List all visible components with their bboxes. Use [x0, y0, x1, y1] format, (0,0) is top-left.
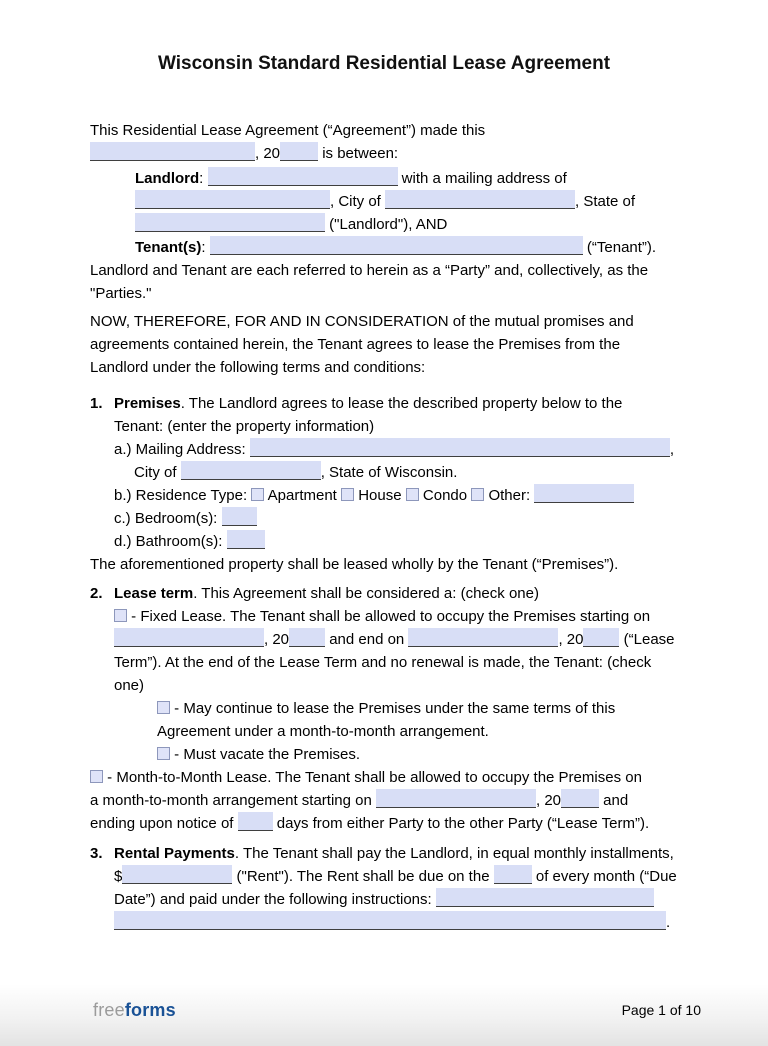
checkbox[interactable] [471, 488, 484, 501]
list-number: 2. [90, 585, 103, 602]
intro-made-this: This Residential Lease Agreement (“Agreement”) made this , 20 is between: [90, 122, 486, 162]
checkbox[interactable] [341, 488, 354, 501]
fill-in-blank-field[interactable] [238, 812, 273, 831]
fill-in-blank-field[interactable] [227, 530, 265, 549]
bold-text: Premises [114, 395, 181, 412]
page-number-label: Page 1 of 10 [621, 1002, 701, 1018]
fill-in-blank-field[interactable] [289, 628, 325, 647]
page-footer [0, 984, 768, 1046]
checkbox[interactable] [90, 770, 103, 783]
checkbox[interactable] [114, 609, 127, 622]
bold-text: Lease term [114, 585, 194, 602]
tenant-clause: Tenant(s): (“Tenant”). [135, 236, 678, 259]
consideration-clause: NOW, THEREFORE, FOR AND IN CONSIDERATION of the mutual promises and agreements contained herein, the Tenant agrees to lease the Premises from the Landlord under the following terms and conditions: [90, 313, 634, 376]
document-page [0, 52, 768, 934]
page-title: Wisconsin Standard Residential Lease Agreement [157, 53, 611, 74]
parties-clause: Landlord and Tenant are each referred to herein as a “Party” and, collectively, as the "Parties." [90, 262, 649, 302]
brand-forms-text: forms [124, 1000, 176, 1020]
premises-mailing-address: a.) Mailing Address: , City of , State of Wisconsin. [114, 438, 678, 484]
premises-wholly-leased: The aforementioned property shall be leased wholly by the Tenant (“Premises”). [90, 556, 619, 573]
fill-in-blank-field[interactable] [436, 888, 654, 907]
fill-in-blank-field[interactable] [210, 236, 583, 255]
checkbox[interactable] [251, 488, 264, 501]
fill-in-blank-field[interactable] [222, 507, 257, 526]
bold-text: Tenant(s) [135, 239, 202, 256]
fill-in-blank-field[interactable] [494, 865, 532, 884]
must-vacate-option: - Must vacate the Premises. [157, 743, 678, 766]
fill-in-blank-field[interactable] [280, 142, 318, 161]
fill-in-blank-field[interactable] [250, 438, 670, 457]
fill-in-blank-field[interactable] [114, 911, 666, 930]
may-continue-option: - May continue to lease the Premises under the same terms of this Agreement under a month-to-month arrangement. [157, 700, 616, 740]
fixed-lease-option: - Fixed Lease. The Tenant shall be allowed to occupy the Premises starting on , 20 and end on , 20 (“Lease Term”). At the end of the Lease Term and no renewal is made, the Tenant: (check one) [114, 608, 675, 694]
fill-in-blank-field[interactable] [385, 190, 575, 209]
fill-in-blank-field[interactable] [208, 167, 398, 186]
month-to-month-option: - Month-to-Month Lease. The Tenant shall be allowed to occupy the Premises on a month-to-month arrangement starting on , 20 and ending upon notice of days from either Party to the other Party (“Lease Term”). [90, 769, 650, 832]
checkbox[interactable] [157, 701, 170, 714]
list-number: 3. [90, 845, 103, 862]
freeforms-logo [93, 1000, 176, 1020]
premises-bathrooms: d.) Bathroom(s): [114, 530, 678, 553]
fill-in-blank-field[interactable] [114, 628, 264, 647]
document-body [90, 119, 678, 934]
fill-in-blank-field[interactable] [181, 461, 321, 480]
landlord-clause: Landlord: with a mailing address of , City of , State of ("Landlord"), AND [135, 167, 678, 236]
premises-bedrooms: c.) Bedroom(s): [114, 507, 678, 530]
checkbox[interactable] [157, 747, 170, 760]
fill-in-blank-field[interactable] [408, 628, 558, 647]
fill-in-blank-field[interactable] [122, 865, 232, 884]
section-2-lease-term: 2. Lease term. This Agreement shall be considered a: (check one) [90, 582, 678, 605]
section-1-premises: 1. Premises. The Landlord agrees to lease the described property below to the Tenant: (enter the property information) [90, 392, 678, 438]
fill-in-blank-field[interactable] [376, 789, 536, 808]
bold-text: Rental Payments [114, 845, 235, 862]
fill-in-blank-field[interactable] [534, 484, 634, 503]
brand-free-text: free [93, 1000, 125, 1020]
section-3-rental-payments: 3. Rental Payments. The Tenant shall pay the Landlord, in equal monthly installments, $ ("Rent"). The Rent shall be due on the of every month (“Due Date”) and paid under the following instructions: . [90, 842, 678, 934]
fill-in-blank-field[interactable] [135, 213, 325, 232]
list-number: 1. [90, 395, 103, 412]
fill-in-blank-field[interactable] [90, 142, 255, 161]
checkbox[interactable] [406, 488, 419, 501]
bold-text: Landlord [135, 170, 200, 187]
premises-residence-type: b.) Residence Type: Apartment House Condo Other: [114, 484, 678, 507]
fill-in-blank-field[interactable] [583, 628, 619, 647]
fill-in-blank-field[interactable] [561, 789, 599, 808]
fill-in-blank-field[interactable] [135, 190, 330, 209]
